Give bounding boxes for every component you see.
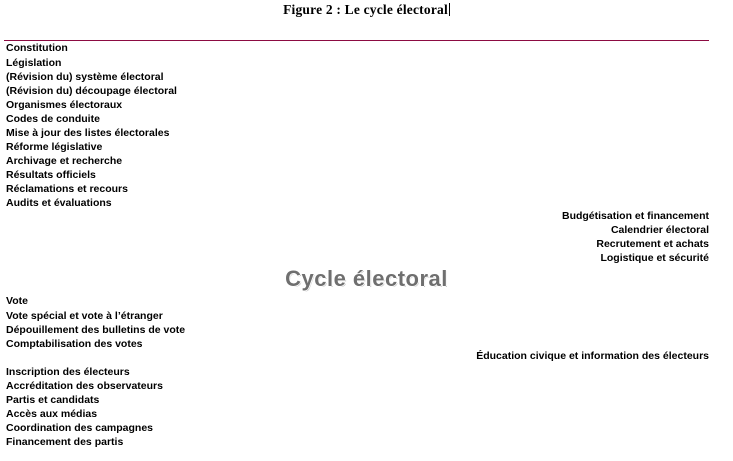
list-item: Vote spécial et vote à l’étranger bbox=[6, 310, 163, 322]
list-item: Vote bbox=[6, 295, 28, 307]
list-item: Accréditation des observateurs bbox=[6, 380, 163, 392]
list-item: Calendrier électoral bbox=[610, 224, 709, 236]
voter-education-label: Éducation civique et information des électeurs bbox=[476, 350, 709, 362]
list-item: Organismes électoraux bbox=[6, 99, 123, 111]
list-item: Audits et évaluations bbox=[6, 197, 112, 209]
list-item: Comptabilisation des votes bbox=[6, 338, 143, 350]
list-item: Accès aux médias bbox=[6, 408, 98, 420]
list-item: Réclamations et recours bbox=[6, 183, 128, 195]
list-item: Partis et candidats bbox=[6, 394, 100, 406]
list-item: (Révision du) découpage électoral bbox=[6, 85, 177, 97]
list-item: (Révision du) système électoral bbox=[6, 71, 164, 83]
list-item: Archivage et recherche bbox=[6, 155, 123, 167]
figure-title-text: Figure 2 : Le cycle électoral bbox=[283, 2, 448, 17]
list-item: Résultats officiels bbox=[6, 169, 96, 181]
figure-title bbox=[0, 2, 733, 18]
horizontal-divider bbox=[4, 40, 709, 41]
list-item: Recrutement et achats bbox=[596, 238, 709, 250]
list-item: Inscription des électeurs bbox=[6, 366, 130, 378]
text-caret bbox=[449, 3, 450, 16]
list-item: Législation bbox=[6, 57, 62, 69]
list-item: Budgétisation et financement bbox=[561, 210, 709, 222]
list-item: Réforme législative bbox=[6, 141, 103, 153]
list-item: Mise à jour des listes électorales bbox=[6, 127, 170, 139]
list-item: Coordination des campagnes bbox=[6, 422, 154, 434]
list-item: Codes de conduite bbox=[6, 113, 100, 125]
list-item: Logistique et sécurité bbox=[600, 252, 709, 264]
cycle-center-title: Cycle électoral bbox=[285, 266, 448, 291]
list-item: Financement des partis bbox=[6, 436, 124, 448]
list-item: Constitution bbox=[6, 42, 68, 54]
list-item: Dépouillement des bulletins de vote bbox=[6, 324, 186, 336]
